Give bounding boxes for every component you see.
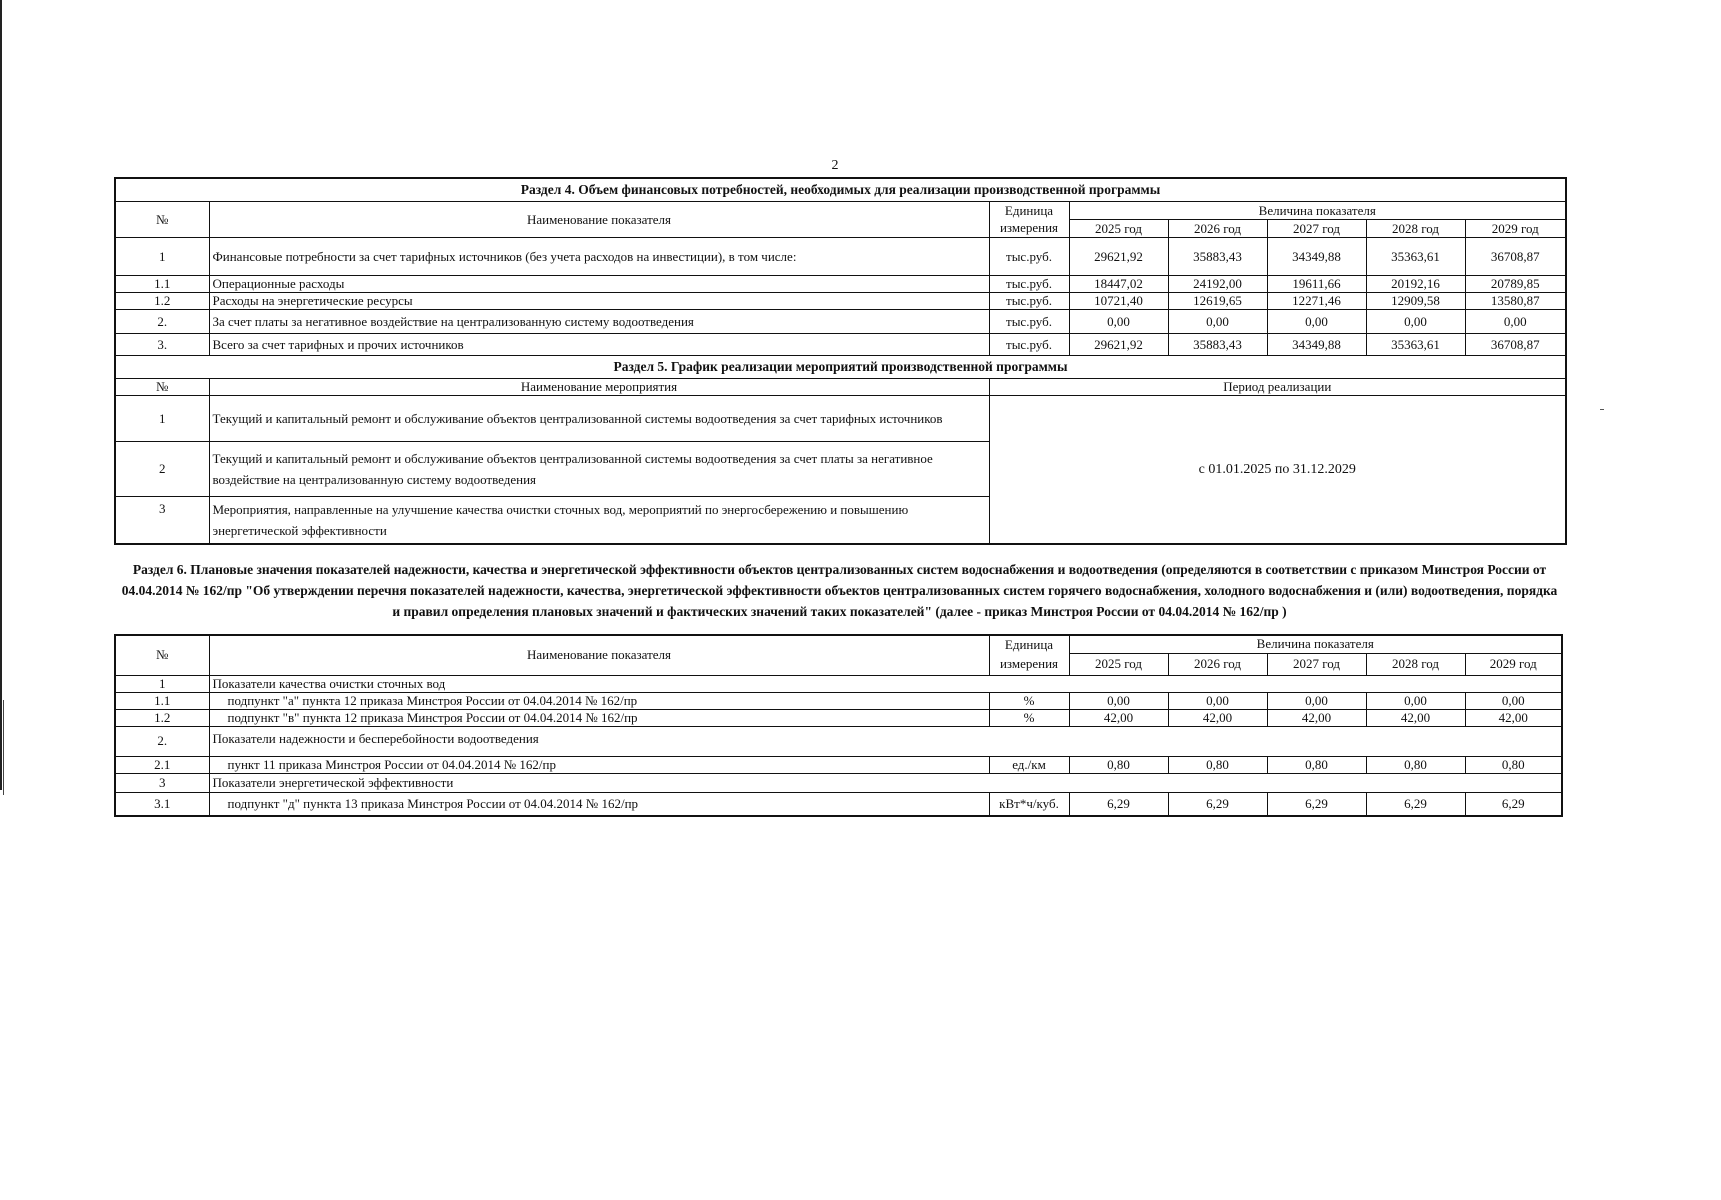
value-2028: 6,29 xyxy=(1366,792,1465,816)
value-2027: 0,00 xyxy=(1267,692,1366,709)
group-name: Показатели энергетической эффективности xyxy=(209,773,1562,792)
row-number: 3.1 xyxy=(115,792,209,816)
value-2025: 42,00 xyxy=(1069,709,1168,726)
row-unit: тыс.руб. xyxy=(989,276,1069,293)
row-number: 2. xyxy=(115,310,209,334)
s6-year-2027: 2027 год xyxy=(1267,653,1366,675)
value-2026: 42,00 xyxy=(1168,709,1267,726)
value-2029: 36708,87 xyxy=(1465,334,1566,356)
table-row xyxy=(115,334,1566,356)
row-number: 1 xyxy=(115,396,209,442)
row-name: Расходы на энергетические ресурсы xyxy=(209,293,989,310)
table-row xyxy=(115,726,1562,756)
value-2025: 29621,92 xyxy=(1069,238,1168,276)
value-2027: 12271,46 xyxy=(1267,293,1366,310)
row-unit: % xyxy=(989,692,1069,709)
s6-year-2025: 2025 год xyxy=(1069,653,1168,675)
s4-year-2026: 2026 год xyxy=(1168,220,1267,238)
row-name: подпункт "а" пункта 12 приказа Минстроя России от 04.04.2014 № 162/пр xyxy=(209,692,989,709)
row-unit: тыс.руб. xyxy=(989,310,1069,334)
s4-col-unit-line1: Единица xyxy=(989,202,1069,220)
group-name: Показатели надежности и бесперебойности водоотведения xyxy=(209,726,1562,756)
value-2029: 42,00 xyxy=(1465,709,1562,726)
row-name: Текущий и капитальный ремонт и обслуживание объектов централизованной системы водоотведения за счет платы за негативное воздействие на централизованную систему водоотведения xyxy=(209,442,989,497)
value-2026: 0,00 xyxy=(1168,310,1267,334)
row-name: пункт 11 приказа Минстроя России от 04.04.2014 № 162/пр xyxy=(209,756,989,773)
s4-year-2027: 2027 год xyxy=(1267,220,1366,238)
value-2028: 42,00 xyxy=(1366,709,1465,726)
value-2026: 24192,00 xyxy=(1168,276,1267,293)
value-2028: 20192,16 xyxy=(1366,276,1465,293)
table-row xyxy=(115,276,1566,293)
table-row xyxy=(115,675,1562,692)
row-number: 3 xyxy=(115,773,209,792)
scan-speck xyxy=(1600,409,1604,410)
row-number: 2 xyxy=(115,442,209,497)
row-name: Операционные расходы xyxy=(209,276,989,293)
row-number: 3 xyxy=(115,497,209,545)
value-2027: 34349,88 xyxy=(1267,334,1366,356)
value-2025: 6,29 xyxy=(1069,792,1168,816)
s6-col-value: Величина показателя xyxy=(1069,635,1562,653)
value-2027: 19611,66 xyxy=(1267,276,1366,293)
s6-year-2028: 2028 год xyxy=(1366,653,1465,675)
row-number: 2.1 xyxy=(115,756,209,773)
value-2029: 0,80 xyxy=(1465,756,1562,773)
row-number: 1.1 xyxy=(115,276,209,293)
section-6-title: Раздел 6. Плановые значения показателей надежности, качества и энергетической эффективности объектов централизованных систем водоснабжения и водоотведения (определяются в соответствии с приказом Минстроя России от 04.04.2014 № 162/пр "Об утверждении перечня показателей надежности, качества, энергетической эффективности объектов централизованных систем горячего водоснабжения, холодного водоснабжения и (или) водоотведения, порядка и правил определения плановых значений и фактических значений таких показателей" (далее - приказ Минстроя России от 04.04.2014 № 162/пр ) xyxy=(121,562,1558,619)
value-2027: 42,00 xyxy=(1267,709,1366,726)
value-2025: 10721,40 xyxy=(1069,293,1168,310)
value-2026: 35883,43 xyxy=(1168,238,1267,276)
value-2029: 13580,87 xyxy=(1465,293,1566,310)
s4-year-2029: 2029 год xyxy=(1465,220,1566,238)
row-unit: тыс.руб. xyxy=(989,334,1069,356)
s5-col-name: Наименование мероприятия xyxy=(209,379,989,396)
value-2027: 6,29 xyxy=(1267,792,1366,816)
section-6-table xyxy=(114,634,1563,817)
value-2028: 35363,61 xyxy=(1366,334,1465,356)
document-body xyxy=(114,177,1565,817)
row-number: 1.2 xyxy=(115,293,209,310)
row-name: За счет платы за негативное воздействие на централизованную систему водоотведения xyxy=(209,310,989,334)
value-2026: 0,00 xyxy=(1168,692,1267,709)
s6-year-2029: 2029 год xyxy=(1465,653,1562,675)
s4-col-unit-line2: измерения xyxy=(989,220,1069,238)
row-number: 1.1 xyxy=(115,692,209,709)
value-2025: 0,00 xyxy=(1069,310,1168,334)
row-name: подпункт "в" пункта 12 приказа Минстроя России от 04.04.2014 № 162/пр xyxy=(209,709,989,726)
table-row xyxy=(115,792,1562,816)
row-unit: кВт*ч/куб. xyxy=(989,792,1069,816)
value-2028: 12909,58 xyxy=(1366,293,1465,310)
value-2025: 0,80 xyxy=(1069,756,1168,773)
row-number: 1 xyxy=(115,238,209,276)
s4-col-value: Величина показателя xyxy=(1069,202,1566,220)
value-2026: 35883,43 xyxy=(1168,334,1267,356)
section-4-5-table xyxy=(114,177,1567,545)
page-number: 2 xyxy=(831,158,839,173)
value-2029: 36708,87 xyxy=(1465,238,1566,276)
row-unit: тыс.руб. xyxy=(989,293,1069,310)
s4-year-2025: 2025 год xyxy=(1069,220,1168,238)
s6-col-unit-line2: измерения xyxy=(989,653,1069,675)
table-row xyxy=(115,293,1566,310)
s6-col-no: № xyxy=(115,635,209,675)
row-name: Всего за счет тарифных и прочих источников xyxy=(209,334,989,356)
row-unit: ед./км xyxy=(989,756,1069,773)
value-2026: 0,80 xyxy=(1168,756,1267,773)
implementation-period: с 01.01.2025 по 31.12.2029 xyxy=(989,396,1566,545)
value-2025: 18447,02 xyxy=(1069,276,1168,293)
table-row xyxy=(115,396,1566,442)
row-name: Финансовые потребности за счет тарифных источников (без учета расходов на инвестиции), в том числе: xyxy=(209,238,989,276)
row-name: Мероприятия, направленные на улучшение качества очистки сточных вод, мероприятий по энергосбережению и повышению энергетической эффективности xyxy=(209,497,989,545)
value-2028: 0,00 xyxy=(1366,692,1465,709)
s4-year-2028: 2028 год xyxy=(1366,220,1465,238)
section-4-title: Раздел 4. Объем финансовых потребностей, необходимых для реализации производственной программы xyxy=(115,178,1566,202)
value-2025: 0,00 xyxy=(1069,692,1168,709)
s6-col-name: Наименование показателя xyxy=(209,635,989,675)
row-number: 3. xyxy=(115,334,209,356)
scan-edge xyxy=(0,0,2,790)
table-row xyxy=(115,692,1562,709)
value-2027: 34349,88 xyxy=(1267,238,1366,276)
value-2028: 0,80 xyxy=(1366,756,1465,773)
scan-edge-mark xyxy=(3,700,4,795)
value-2029: 6,29 xyxy=(1465,792,1562,816)
table-row xyxy=(115,238,1566,276)
row-name: подпункт "д" пункта 13 приказа Минстроя России от 04.04.2014 № 162/пр xyxy=(209,792,989,816)
s4-col-name: Наименование показателя xyxy=(209,202,989,238)
value-2027: 0,00 xyxy=(1267,310,1366,334)
value-2029: 20789,85 xyxy=(1465,276,1566,293)
s6-year-2026: 2026 год xyxy=(1168,653,1267,675)
row-number: 1 xyxy=(115,675,209,692)
value-2026: 6,29 xyxy=(1168,792,1267,816)
row-name: Текущий и капитальный ремонт и обслуживание объектов централизованной системы водоотведения за счет тарифных источников xyxy=(209,396,989,442)
table-row xyxy=(115,310,1566,334)
s6-col-unit-line1: Единица xyxy=(989,635,1069,653)
s5-col-no: № xyxy=(115,379,209,396)
value-2025: 29621,92 xyxy=(1069,334,1168,356)
table-row xyxy=(115,756,1562,773)
s4-col-no: № xyxy=(115,202,209,238)
row-number: 2. xyxy=(115,726,209,756)
value-2028: 35363,61 xyxy=(1366,238,1465,276)
value-2027: 0,80 xyxy=(1267,756,1366,773)
row-unit: % xyxy=(989,709,1069,726)
table-row xyxy=(115,709,1562,726)
s5-col-period: Период реализации xyxy=(989,379,1566,396)
value-2028: 0,00 xyxy=(1366,310,1465,334)
group-name: Показатели качества очистки сточных вод xyxy=(209,675,1562,692)
value-2029: 0,00 xyxy=(1465,692,1562,709)
row-unit: тыс.руб. xyxy=(989,238,1069,276)
value-2029: 0,00 xyxy=(1465,310,1566,334)
section-5-title: Раздел 5. График реализации мероприятий производственной программы xyxy=(115,356,1566,379)
value-2026: 12619,65 xyxy=(1168,293,1267,310)
row-number: 1.2 xyxy=(115,709,209,726)
table-row xyxy=(115,773,1562,792)
